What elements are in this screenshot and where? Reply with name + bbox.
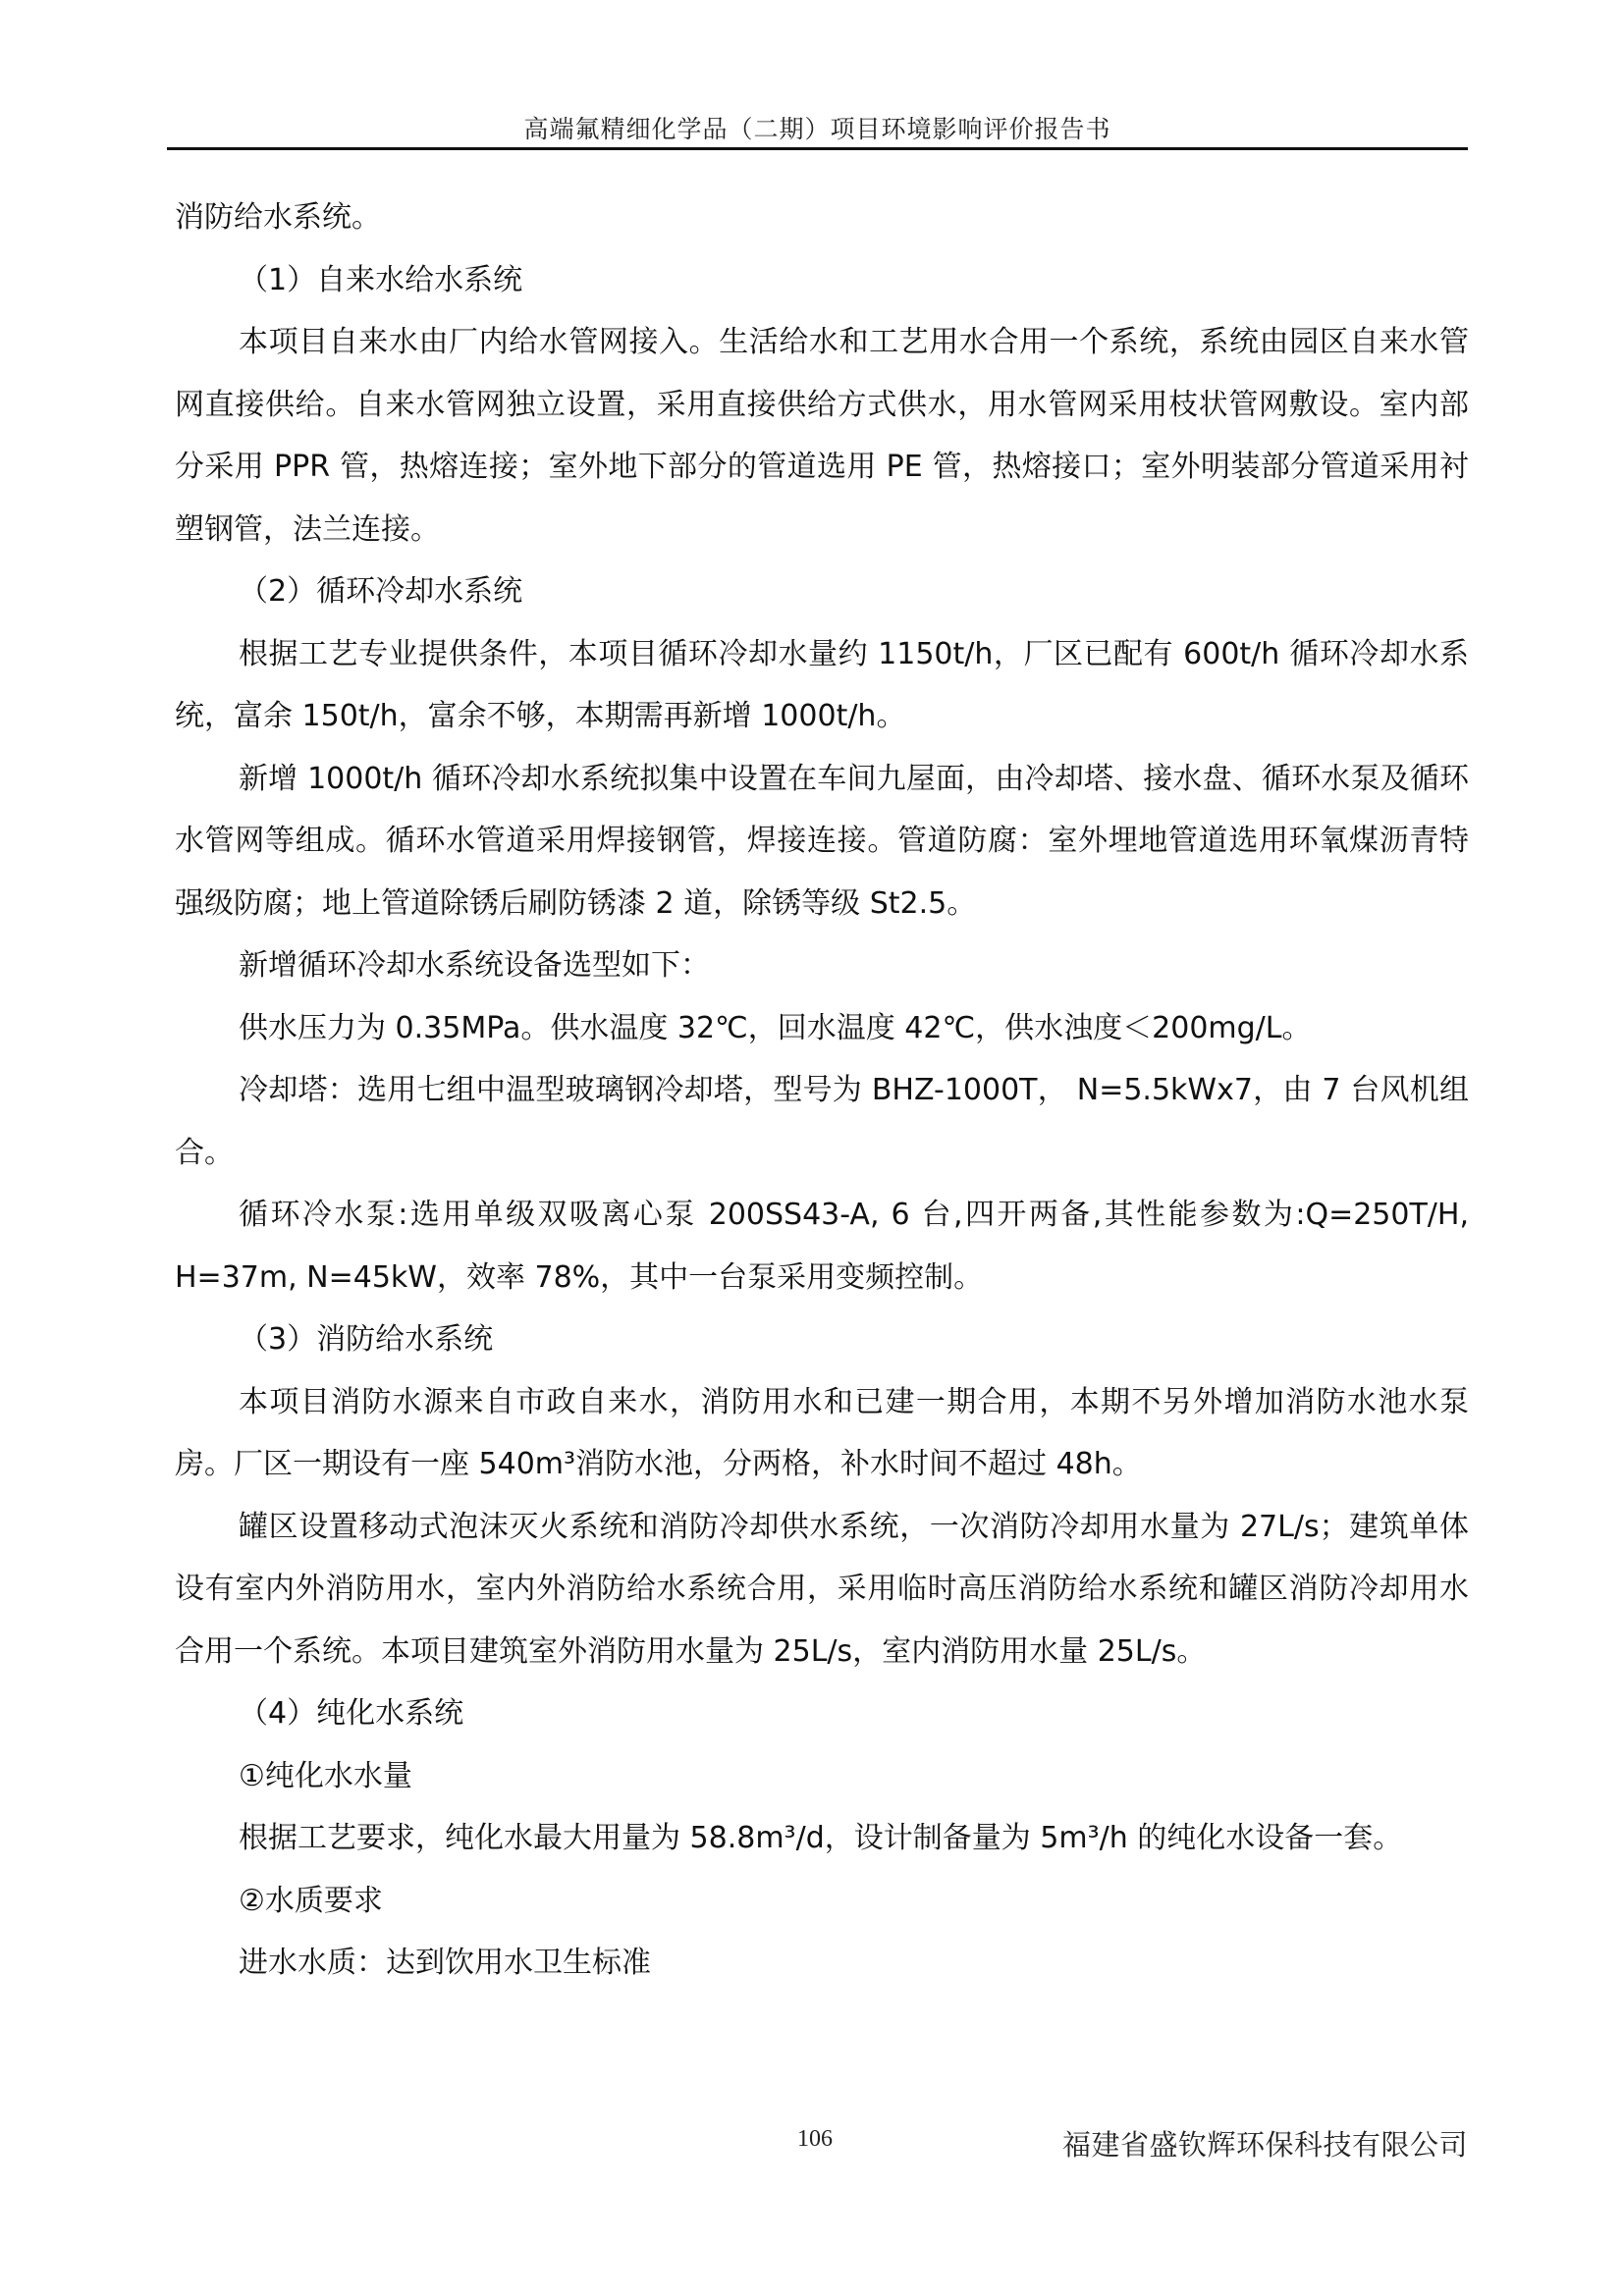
paragraph-inlet-water-quality: 进水水质：达到饮用水卫生标准 — [239, 1946, 651, 1980]
paragraph-cooling-capacity: 根据工艺专业提供条件，本项目循环冷却水量约 1150t/h，厂区已配有 600t/h 循环冷却水系统，富余 150t/h，富余不够，本期需再新增 1000t/h。 — [175, 636, 1469, 733]
paragraph-tap-water: 本项目自来水由厂内给水管网接入。生活给水和工艺用水合用一个系统，系统由园区自来水管网直接供给。自来水管网独立设置，采用直接供给方式供水，用水管网采用枝状管网敷设。室内部分采用 PPR 管，热熔连接；室外地下部分的管道选用 PE 管，热熔接口；室外明装部分管道采用衬塑钢管，法兰连接。 — [175, 325, 1469, 547]
company-name: 福建省盛钦辉环保科技有限公司 — [1061, 2128, 1468, 2162]
paragraph-supply-parameters: 供水压力为 0.35MPa。供水温度 32℃，回水温度 42℃，供水浊度＜200mg/L。 — [239, 1010, 1312, 1045]
paragraph-equipment-intro: 新增循环冷却水系统设备选型如下： — [239, 948, 710, 983]
paragraph-purified-water-volume: 根据工艺要求，纯化水最大用量为 58.8m³/d，设计制备量为 5m³/h 的纯化水设备一套。 — [239, 1821, 1403, 1855]
page-number: 106 — [797, 2126, 833, 2152]
section-heading-cooling-water: （2）循环冷却水系统 — [239, 574, 523, 609]
header-divider — [167, 147, 1468, 150]
paragraph-cooling-tower: 冷却塔：选用七组中温型玻璃钢冷却塔，型号为 BHZ-1000T， N=5.5kWx7，由 7 台风机组合。 — [175, 1073, 1469, 1170]
subheading-purified-water-volume: ①纯化水水量 — [239, 1758, 412, 1793]
paragraph-fire-water-source: 本项目消防水源来自市政自来水，消防用水和已建一期合用，本期不另外增加消防水池水泵房。厂区一期设有一座 540m³消防水池，分两格，补水时间不超过 48h。 — [175, 1384, 1469, 1481]
paragraph-fire-water-tank-area: 罐区设置移动式泡沫灭火系统和消防冷却供水系统，一次消防冷却用水量为 27L/s；建筑单体设有室内外消防用水，室内外消防给水系统合用，采用临时高压消防给水系统和罐区消防冷却用水合用一个系统。本项目建筑室外消防用水量为 25L/s，室内消防用水量 25L/s。 — [175, 1509, 1469, 1669]
section-heading-tap-water: （1）自来水给水系统 — [239, 262, 523, 297]
report-title: 高端氟精细化学品（二期）项目环境影响评价报告书 — [523, 115, 1111, 143]
paragraph-cooling-new-system: 新增 1000t/h 循环冷却水系统拟集中设置在车间九屋面，由冷却塔、接水盘、循环水泵及循环水管网等组成。循环水管道采用焊接钢管，焊接连接。管道防腐：室外埋地管道选用环氧煤沥青特强级防腐；地上管道除锈后刷防锈漆 2 道，除锈等级 St2.5。 — [175, 761, 1469, 921]
paragraph-continuation: 消防给水系统。 — [175, 200, 381, 235]
section-heading-fire-water: （3）消防给水系统 — [239, 1322, 494, 1357]
paragraph-circulation-pump: 循环冷水泵:选用单级双吸离心泵 200SS43-A, 6 台,四开两备,其性能参数为:Q=250T/H, H=37m, N=45kW，效率 78%，其中一台泵采用变频控制。 — [175, 1198, 1469, 1295]
section-heading-purified-water: （4）纯化水系统 — [239, 1696, 464, 1731]
body-text — [175, 187, 1469, 1995]
subheading-water-quality: ②水质要求 — [239, 1883, 383, 1918]
